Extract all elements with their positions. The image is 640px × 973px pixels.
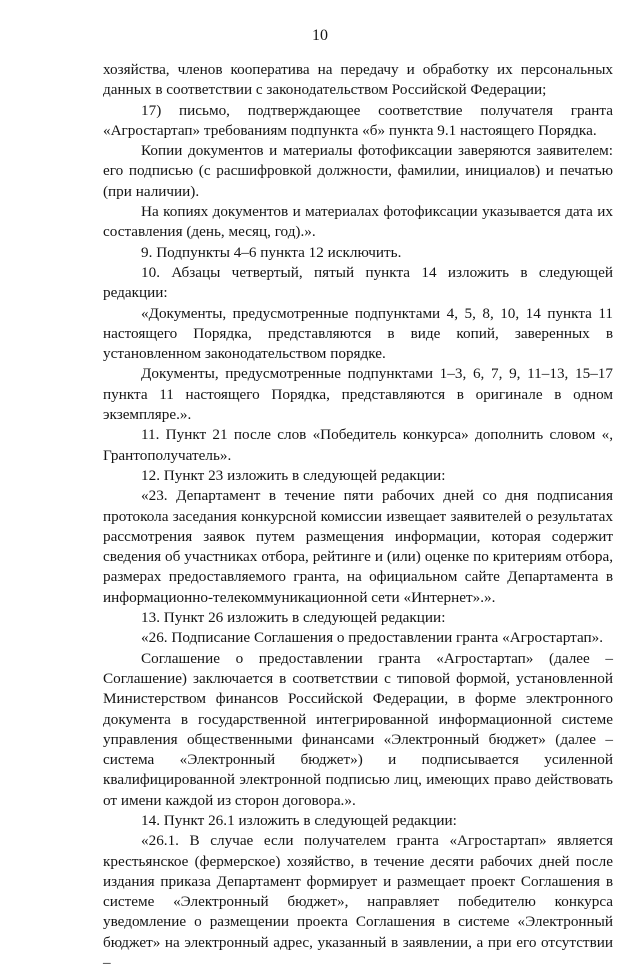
paragraph: На копиях документов и материалах фотофиксации указывается дата их составления (день, месяц, год).». (103, 203, 613, 241)
paragraph: 9. Подпункты 4–6 пункта 12 исключить. (141, 243, 402, 261)
paragraph: 11. Пункт 21 после слов «Победитель конкурса» дополнить словом «, Грантополучатель». (103, 426, 613, 464)
paragraph: 12. Пункт 23 изложить в следующей редакции: (141, 466, 446, 484)
paragraph: 10. Абзацы четвертый, пятый пункта 14 изложить в следующей редакции: (103, 263, 613, 302)
paragraph: Соглашение о предоставлении гранта «Агростартап» (далее – Соглашение) заключается в соответствии с типовой формой, установленной Министерством финансов Российской Федерации, в форме электронного документа в государственной интегрированной информационной системе управления общественными финансами «Электронный бюджет» (далее – система «Электронный бюджет») и подписывается усиленной квалифицированной электронной подписью лиц, имеющих право действовать от имени каждой из сторон договора.». (103, 649, 613, 809)
paragraph: хозяйства, членов кооператива на передачу и обработку их персональных данных в соответствии с законодательством Российской Федерации; (103, 61, 613, 99)
paragraph: «26.1. В случае если получателем гранта «Агростартап» является крестьянское (фермерское) хозяйство, в течение десяти рабочих дней после издания приказа Департамент формирует и размещает проект Соглашения в системе «Электронный бюджет», направляет победителю конкурса уведомление о размещении проекта Соглашения в системе «Электронный бюджет» на электронный адрес, указанный в заявлении, а при его отсутствии – (103, 832, 613, 972)
paragraph: 14. Пункт 26.1 изложить в следующей редакции: (141, 811, 457, 829)
paragraph: Копии документов и материалы фотофиксации заверяются заявителем: его подписью (с расшифровкой должности, фамилии, инициалов) и печатью (при наличии). (103, 142, 613, 200)
paragraph: Документы, предусмотренные подпунктами 1–3, 6, 7, 9, 11–13, 15–17 пункта 11 настоящего Порядка, представляются в оригинале в одном экземпляре.». (103, 365, 613, 424)
paragraph: 13. Пункт 26 изложить в следующей редакции: (141, 609, 446, 627)
page-number: 10 (312, 27, 328, 44)
paragraph: «26. Подписание Соглашения о предоставлении гранта «Агростартап». (141, 629, 604, 647)
paragraph: «23. Департамент в течение пяти рабочих дней со дня подписания протокола заседания конкурсной комиссии извещает заявителей о результатах рассмотрения заявок путем размещения информации, которая содержит сведения об участниках отбора, рейтинге и (или) оценке по критериям отбора, размерах предоставляемого гранта, на официальном сайте Департамента в информационно-телекоммуникационной сети «Интернет».». (103, 487, 613, 606)
document-body (103, 60, 613, 973)
paragraph: «Документы, предусмотренные подпунктами 4, 5, 8, 10, 14 пункта 11 настоящего Порядка, представляются в виде копий, заверенных в установленном законодательством порядке. (103, 304, 613, 363)
paragraph: 17) письмо, подтверждающее соответствие получателя гранта «Агростартап» требованиям подпункта «б» пункта 9.1 настоящего Порядка. (103, 101, 613, 139)
